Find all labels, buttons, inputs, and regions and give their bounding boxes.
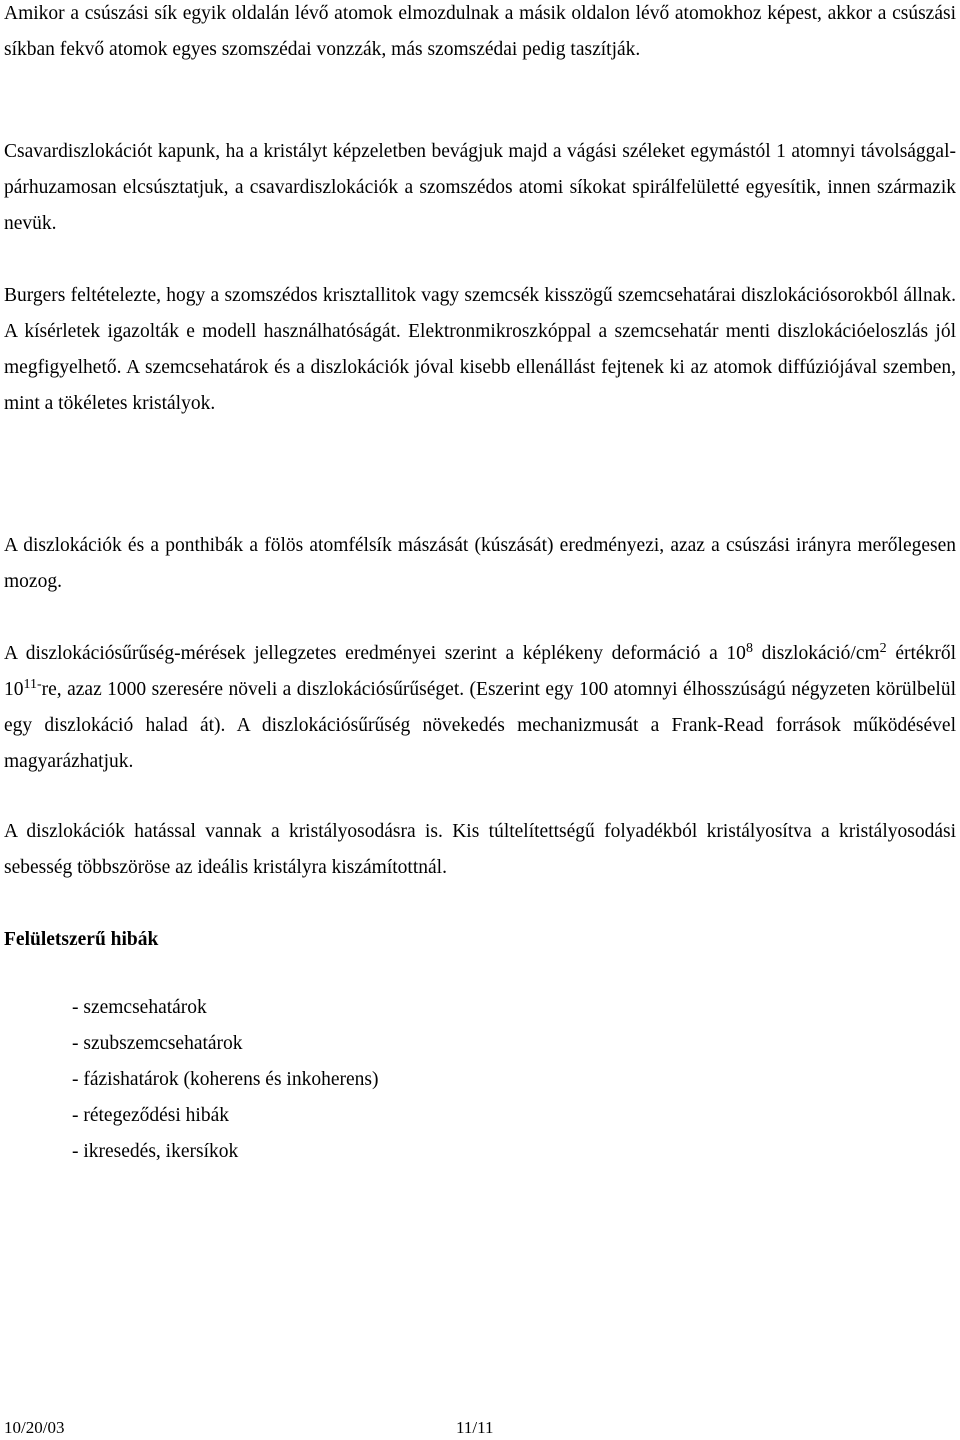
list-item: - szubszemcsehatárok <box>72 1033 243 1054</box>
section-heading-surface-defects: Felületszerű hibák <box>4 929 159 950</box>
density-text-3: értékről 10 <box>4 643 956 700</box>
exponent-8: 8 <box>745 641 753 656</box>
list-item: - szemcsehatárok <box>72 997 207 1018</box>
footer-date: 10/20/03 <box>4 1418 65 1437</box>
density-text-4: re, azaz 1000 szeresére növeli a diszlokációsűrűséget. (Eszerint egy 100 atomnyi élhosszúságú négyzeten körülbelül egy diszlokáció halad át). A diszlokációsűrűség növekedés mechanizmusát a Frank-Read források működésével magyarázhatjuk. <box>4 679 956 772</box>
density-text-1: A diszlokációsűrűség-mérések jellegzetes eredményei szerint a képlékeny deformáció a 10 <box>4 643 746 664</box>
list-item: - fázishatárok (koherens és inkoherens) <box>72 1069 379 1090</box>
paragraph-screw-dislocation: Csavardiszlokációt kapunk, ha a kristályt képzeletben bevágjuk majd a vágási széleket egymástól 1 atomnyi távolsággal-párhuzamosan elcsúsztatjuk, a csavardiszlokációk a szomszédos atomi síkokat spirálfelületté egyesítik, innen származik nevük. <box>4 141 956 234</box>
paragraph-slip-plane: Amikor a csúszási sík egyik oldalán lévő atomok elmozdulnak a másik oldalon lévő atomokhoz képest, akkor a csúszási síkban fekvő atomok egyes szomszédai vonzzák, más szomszédai pedig taszítják. <box>4 3 956 60</box>
density-text-2: diszlokáció/cm <box>752 643 880 664</box>
exponent-2: 2 <box>879 641 887 656</box>
paragraph-crystallization: A diszlokációk hatással vannak a kristályosodásra is. Kis túltelítettségű folyadékból kristályosítva a kristályosodási sebesség többszöröse az ideális kristályra kiszámítottnál. <box>4 821 956 878</box>
list-item: - ikresedés, ikersíkok <box>72 1141 239 1162</box>
list-item: - rétegeződési hibák <box>72 1105 230 1126</box>
paragraph-burgers: Burgers feltételezte, hogy a szomszédos krisztallitok vagy szemcsék kisszögű szemcsehatárai diszlokációsorokból állnak. A kísérletek igazolták e modell használhatóságát. Elektronmikroszkóppal a szemcsehatár menti diszlokációeloszlás jól megfigyelhető. A szemcsehatárok és a diszlokációk jóval kisebb ellenállást fejtenek ki az atomok diffúziójával szemben, mint a tökéletes kristályok. <box>4 285 956 414</box>
paragraph-dislocation-density <box>4 636 956 780</box>
paragraph-climb: A diszlokációk és a ponthibák a fölös atomfélsík mászását (kúszását) eredményezi, azaz a csúszási irányra merőlegesen mozog. <box>4 535 956 592</box>
surface-defects-list <box>72 990 378 1170</box>
exponent-11: 11- <box>23 677 42 692</box>
footer-page-number: 11/11 <box>456 1418 494 1437</box>
